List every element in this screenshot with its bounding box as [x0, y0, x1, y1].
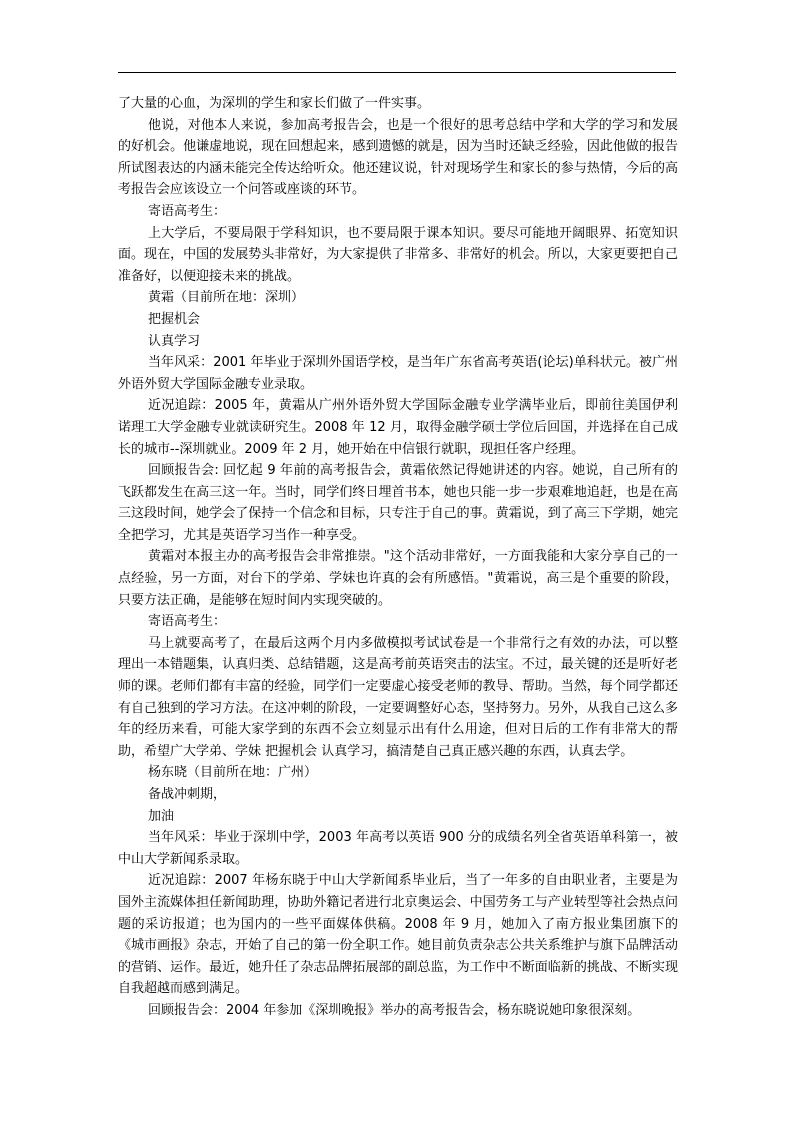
paragraph: 当年风采：毕业于深圳中学，2003 年高考以英语 900 分的成绩名列全省英语单科第一，被中山大学新闻系录取。 [118, 830, 678, 867]
header-rule [118, 72, 676, 73]
paragraph: 回顾报告会: 回忆起 9 年前的高考报告会，黄霜依然记得她讲述的内容。她说，自己所有的飞跃都发生在高三这一年。当时，同学们终日埋首书本，她也只能一步一步艰难地追赶，也是在高三这段时间，她学会了保持一个信念和目标，只专注于自己的事。黄霜说，到了高三下学期，她完全把学习，尤其是英语学习当作一种享受。 [118, 463, 678, 543]
paragraph: 上大学后，不要局限于学科知识，也不要局限于课本知识。要尽可能地开阔眼界、拓宽知识面。现在，中国的发展势头非常好，为大家提供了非常多、非常好的机会。所以，大家更要把自己准备好，以便迎接未来的挑战。 [118, 225, 678, 284]
paragraph: 了大量的心血，为深圳的学生和家长们做了一件实事。 [118, 96, 431, 111]
paragraph: 马上就要高考了，在最后这两个月内多做模拟考试试卷是一个非常行之有效的办法，可以整理出一本错题集，认真归类、总结错题，这是高考前英语突击的法宝。不过，最关键的还是听好老师的课。老师们都有丰富的经验，同学们一定要虚心接受老师的教导、帮助。当然，每个同学都还有自己独到的学习方法。在这冲刺的阶段，一定要调整好心态，坚持努力。另外，从我自己这么多年的经历来看，可能大家学到的东西不会立刻显示出有什么用途，但对日后的工作有非常大的帮助，希望广大学弟、学妹 把握机会 认真学习，搞清楚自己真正感兴趣的东西，认真去学。 [118, 635, 678, 759]
paragraph: 杨东晓（目前所在地：广州） [148, 765, 318, 781]
paragraph: 认真学习 [148, 333, 201, 349]
paragraph: 他说，对他本人来说，参加高考报告会，也是一个很好的思考总结中学和大学的学习和发展的好机会。他谦虚地说，现在回想起来，感到遗憾的就是，因为当时还缺乏经验，因此他做的报告所试图表达的内涵未能完全传达给听众。他还建议说，针对现场学生和家长的参与热情，今后的高考报告会应该设立一个问答或座谈的环节。 [118, 117, 678, 198]
paragraph: 近况追踪：2007 年杨东晓于中山大学新闻系毕业后，当了一年多的自由职业者，主要是为国外主流媒体担任新闻助理，协助外籍记者进行北京奥运会、中国劳务工与产业转型等社会热点问题的采访报道；也为国内的一些平面媒体供稿。2008 年 9 月，她加入了南方报业集团旗下的《城市画报》杂志，开始了自己的第一份全职工作。她目前负责杂志公共关系维护与旗下品牌活动的营销、运作。最近，她升任了杂志品牌拓展部的副总监，为工作中不断面临新的挑战、不断实现自我超越而感到满足。 [118, 873, 678, 997]
paragraph: 加油 [148, 808, 175, 824]
paragraph: 把握机会 [148, 311, 201, 327]
paragraph: 回顾报告会：2004 年参加《深圳晚报》举办的高考报告会，杨东晓说她印象很深刻。 [148, 1002, 641, 1018]
paragraph: 当年风采：2001 年毕业于深圳外国语学校，是当年广东省高考英语(论坛)单科状元。被广州外语外贸大学国际金融专业录取。 [118, 355, 678, 392]
paragraph: 黄霜对本报主办的高考报告会非常推崇。"这个活动非常好，一方面我能和大家分享自己的一点经验，另一方面，对台下的学弟、学妹也许真的会有所感悟。"黄霜说，高三是个重要的阶段，只要方法正确，是能够在短时间内实现突破的。 [118, 549, 678, 608]
paragraph: 备战冲刺期， [148, 787, 227, 802]
paragraph: 寄语高考生： [148, 203, 227, 219]
paragraph: 寄语高考生： [148, 614, 227, 630]
paragraph: 近况追踪：2005 年，黄霜从广州外语外贸大学国际金融专业学满毕业后，即前往美国伊利诺理工大学金融专业就读研究生。2008 年 12 月，取得金融学硕士学位后回国，并选择在自己成长的城市--深圳就业。2009 年 2 月，她开始在中信银行就职，现担任客户经理。 [118, 398, 678, 457]
document-body [118, 93, 678, 1022]
paragraph: 黄霜（目前所在地：深圳） [148, 290, 305, 306]
